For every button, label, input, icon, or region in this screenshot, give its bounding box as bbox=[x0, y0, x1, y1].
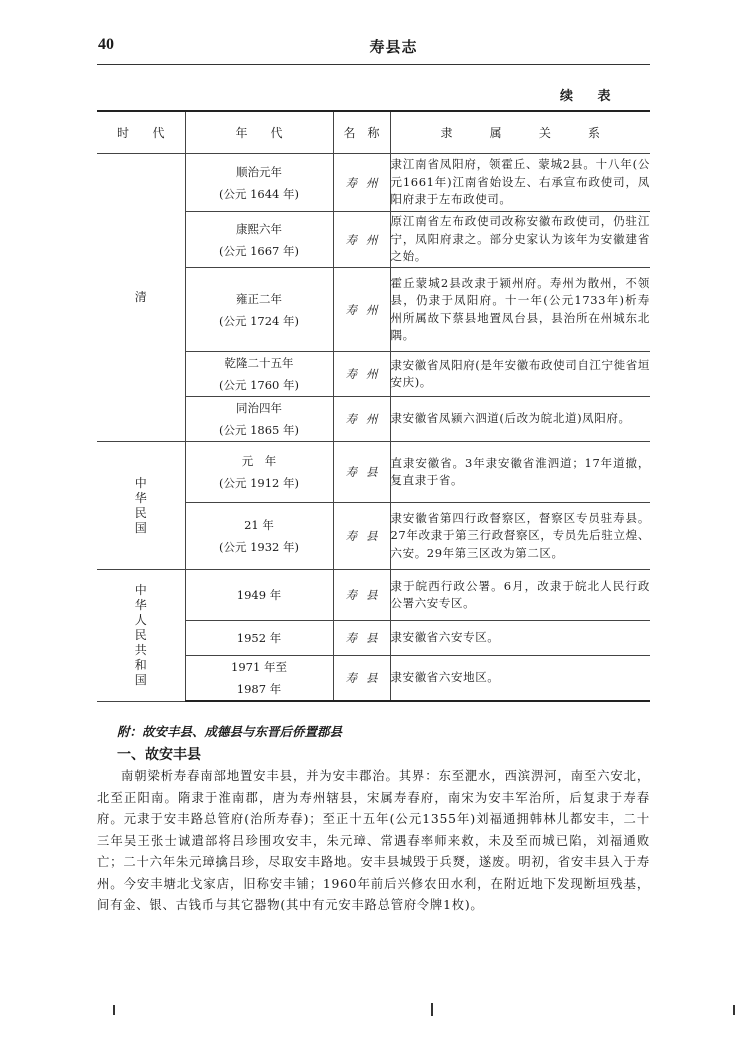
year-cell bbox=[185, 268, 333, 352]
name-cell bbox=[333, 442, 390, 503]
relation-cell: 隶于皖西行政公署。6月，改隶于皖北人民行政公署六安专区。 bbox=[390, 570, 650, 621]
column-header-year: 年 代 bbox=[185, 111, 333, 154]
page-number: 40 bbox=[98, 36, 114, 53]
section-title: 一、故安丰县 bbox=[117, 747, 201, 763]
relation-cell: 隶安徽省第四行政督察区，督察区专员驻寿县。27年改隶于第三行政督察区，专员先后驻立煌、六安。29年第三区改为第二区。 bbox=[390, 503, 650, 570]
year-cell bbox=[185, 442, 333, 503]
name-char: 州 bbox=[366, 302, 378, 317]
era-label: 中华人民共和国 bbox=[134, 582, 147, 687]
jurisdiction-table bbox=[97, 110, 650, 702]
era-cell bbox=[97, 442, 185, 570]
relation-cell: 隶江南省凤阳府，领霍丘、蒙城2县。十八年(公元1661年)江南省始设左、右承宣布政使司，凤阳府隶于左布政使司。 bbox=[390, 154, 650, 212]
year-cell bbox=[185, 352, 333, 397]
name-char: 寿 bbox=[345, 588, 357, 602]
ce-year: (公元 1760 年) bbox=[218, 378, 300, 392]
year-cell bbox=[185, 621, 333, 656]
ce-year: (公元 1667 年) bbox=[218, 243, 300, 258]
name-char: 州 bbox=[366, 412, 378, 426]
year-cell bbox=[185, 503, 333, 570]
name-char: 寿 bbox=[345, 175, 357, 190]
scan-mark bbox=[431, 1003, 433, 1016]
reign-year: 康熙六年 bbox=[236, 221, 282, 236]
year-cell bbox=[185, 656, 333, 702]
reign-year: 1971 年至 bbox=[231, 660, 287, 674]
reign-year: 1949 年 bbox=[236, 588, 282, 602]
name-char: 县 bbox=[366, 588, 378, 602]
name-cell bbox=[333, 397, 390, 442]
column-header-era: 时 代 bbox=[97, 111, 185, 154]
name-char: 县 bbox=[366, 529, 378, 543]
reign-year: 顺治元年 bbox=[236, 164, 282, 179]
header-rule bbox=[97, 64, 650, 65]
relation-cell: 隶安徽省六安地区。 bbox=[390, 656, 650, 702]
relation-cell: 直隶安徽省。3年隶安徽省淮泗道；17年道撤，复直隶于省。 bbox=[390, 442, 650, 503]
name-char: 寿 bbox=[345, 529, 357, 543]
year-cell bbox=[185, 397, 333, 442]
reign-year: 21 年 bbox=[244, 518, 274, 532]
name-cell bbox=[333, 656, 390, 702]
year-cell bbox=[185, 570, 333, 621]
name-char: 寿 bbox=[345, 465, 357, 479]
name-char: 州 bbox=[366, 232, 378, 247]
name-cell bbox=[333, 621, 390, 656]
year-cell bbox=[185, 212, 333, 268]
relation-cell: 原江南省左布政使司改称安徽布政使司，仍驻江宁，凤阳府隶之。部分史家认为该年为安徽建省之始。 bbox=[390, 212, 650, 268]
name-cell bbox=[333, 352, 390, 397]
name-char: 寿 bbox=[345, 412, 357, 426]
ce-year: 1987 年 bbox=[236, 682, 282, 696]
year-cell bbox=[185, 154, 333, 212]
continued-label: 续 表 bbox=[560, 89, 621, 104]
body-paragraph: 南朝梁析寿春南部地置安丰县，并为安丰郡治。其界：东至淝水，西滨淠河，南至六安北，北至正阳南。隋隶于淮南郡，唐为寿州辖县，宋属寿春府，南宋为安丰军治所，后复隶于寿春府。元隶于安丰路总管府(治所寿春)；至正十五年(公元1355年)刘福通拥韩林儿都安丰，二十三年吴王张士诚遣部将吕珍围攻安丰，朱元璋、常遇春率师来救，未及至而城已陷，刘福通败亡；二十六年朱元璋擒吕珍，尽取安丰路地。安丰县城毁于兵燹，遂废。明初，省安丰县入于寿州。今安丰塘北戈家店，旧称安丰铺；1960年前后兴修农田水利，在附近地下发现断垣残基，间有金、银、古钱币与其它器物(其中有元安丰路总管府令牌1枚)。 bbox=[97, 769, 650, 912]
era-cell bbox=[97, 570, 185, 702]
name-char: 州 bbox=[366, 175, 378, 190]
ce-year: (公元 1865 年) bbox=[218, 423, 300, 437]
ce-year: (公元 1724 年) bbox=[218, 313, 300, 328]
name-char: 寿 bbox=[345, 232, 357, 247]
ce-year: (公元 1932 年) bbox=[218, 540, 300, 554]
appendix-title: 附：故安丰县、成德县与东晋后侨置郡县 bbox=[117, 724, 343, 739]
column-header-name: 名 称 bbox=[333, 111, 390, 154]
name-char: 州 bbox=[366, 367, 378, 381]
era-label: 中华民国 bbox=[134, 475, 147, 535]
relation-cell: 隶安徽省凤颍六泗道(后改为皖北道)凤阳府。 bbox=[390, 397, 650, 442]
table-header-row bbox=[97, 111, 650, 154]
name-cell bbox=[333, 268, 390, 352]
scan-mark bbox=[113, 1005, 115, 1015]
ce-year: (公元 1912 年) bbox=[218, 476, 300, 490]
reign-year: 元 年 bbox=[241, 454, 277, 468]
reign-year: 乾隆二十五年 bbox=[224, 356, 294, 370]
name-cell bbox=[333, 570, 390, 621]
relation-cell: 隶安徽省六安专区。 bbox=[390, 621, 650, 656]
ce-year: (公元 1644 年) bbox=[218, 186, 300, 201]
reign-year: 同治四年 bbox=[236, 401, 282, 415]
name-char: 寿 bbox=[345, 671, 357, 685]
name-char: 县 bbox=[366, 631, 378, 645]
relation-cell: 隶安徽省凤阳府(是年安徽布政使司自江宁徙省垣安庆)。 bbox=[390, 352, 650, 397]
name-cell bbox=[333, 503, 390, 570]
name-char: 寿 bbox=[345, 367, 357, 381]
table-row bbox=[97, 154, 650, 212]
table-row bbox=[97, 570, 650, 621]
era-cell bbox=[97, 154, 185, 442]
name-char: 寿 bbox=[345, 631, 357, 645]
era-label: 清 bbox=[134, 290, 147, 304]
book-title: 寿县志 bbox=[369, 38, 418, 56]
table-row bbox=[97, 442, 650, 503]
column-header-relation: 隶 属 关 系 bbox=[390, 111, 650, 154]
scan-mark bbox=[733, 1005, 735, 1015]
name-char: 寿 bbox=[345, 302, 357, 317]
name-char: 县 bbox=[366, 671, 378, 685]
reign-year: 1952 年 bbox=[236, 631, 282, 645]
name-cell bbox=[333, 212, 390, 268]
name-char: 县 bbox=[366, 465, 378, 479]
name-cell bbox=[333, 154, 390, 212]
reign-year: 雍正二年 bbox=[236, 291, 282, 306]
relation-cell: 霍丘蒙城2县改隶于颍州府。寿州为散州，不领县，仍隶于凤阳府。十一年(公元1733年)析寿州所属故下蔡县地置凤台县，县治所在州城东北隅。 bbox=[390, 268, 650, 352]
